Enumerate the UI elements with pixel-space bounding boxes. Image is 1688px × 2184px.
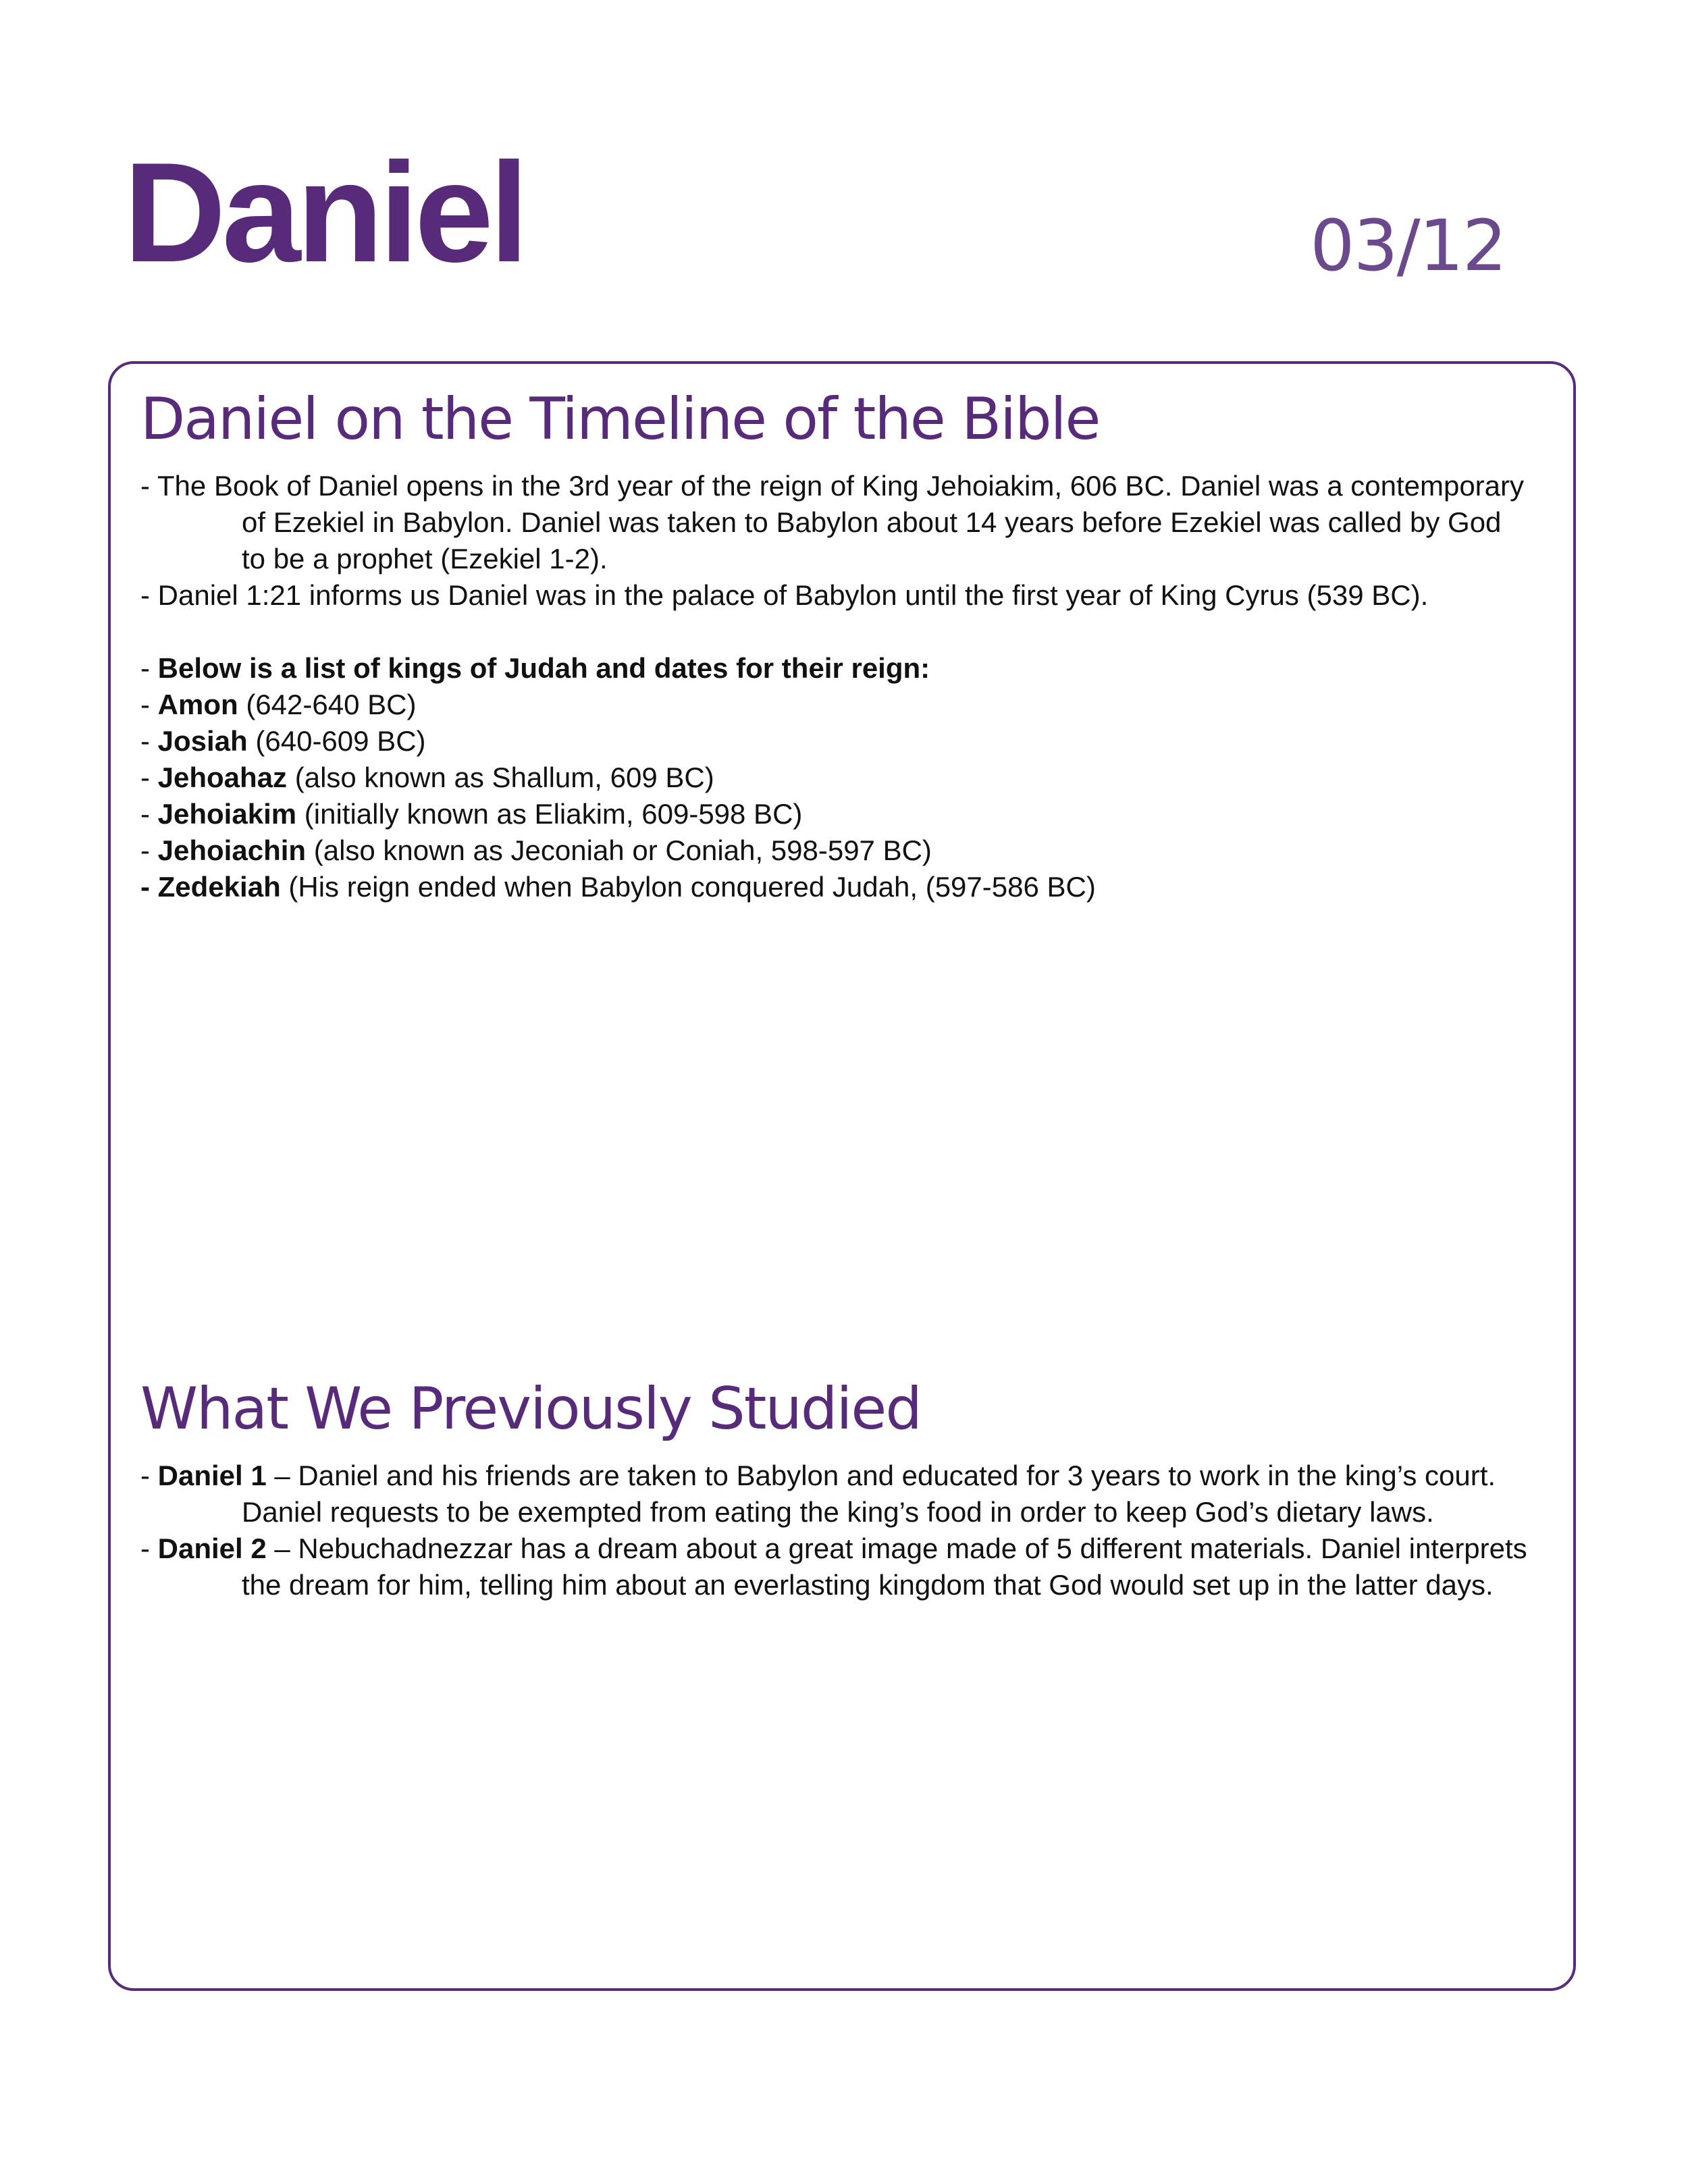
king-name: Jehoiakim: [157, 798, 297, 830]
timeline-heading: Daniel on the Timeline of the Bible: [140, 385, 1100, 453]
king-name: Jehoahaz: [157, 762, 288, 794]
king-detail: (initially known as Eliakim, 609-598 BC): [296, 798, 803, 830]
study-list-item: [140, 1458, 1533, 1530]
timeline-paragraph: - The Book of Daniel opens in the 3rd year of the reign of King Jehoiakim, 606 BC. Daniel was a contemporary of Ezekiel in Babylon. Daniel was taken to Babylon about 14 years before Ezekiel was called by God to be a prophet (Ezekiel 1-2).: [140, 470, 1525, 575]
king-name: Zedekiah: [157, 871, 281, 903]
king-detail: (also known as Shallum, 609 BC): [287, 762, 714, 794]
king-list-item: [140, 796, 1533, 832]
king-list-item: [140, 869, 1533, 905]
king-list-item: [140, 687, 1533, 723]
king-detail: (His reign ended when Babylon conquered Judah, (597-586 BC): [280, 871, 1096, 903]
chapter-name: Daniel 2: [157, 1533, 267, 1565]
page-title: Daniel: [124, 133, 525, 292]
list-dash: -: [140, 689, 158, 721]
chapter-summary: – Daniel and his friends are taken to Babylon and educated for 3 years to work in the king’s court. Daniel requests to be exempted from eating the king’s food in order to keep God’s dietary laws.: [242, 1460, 1496, 1528]
king-name: Josiah: [157, 725, 248, 757]
content-box: [108, 361, 1576, 1991]
king-name: Jehoiachin: [157, 834, 307, 867]
timeline-paragraph: - Daniel 1:21 informs us Daniel was in the palace of Babylon until the first year of King Cyrus (539 BC).: [140, 579, 1429, 612]
king-name: Amon: [157, 689, 238, 721]
kings-list-intro: - Below is a list of kings of Judah and dates for their reign:: [140, 652, 930, 685]
previous-study-section: [140, 1377, 1533, 1603]
king-list-item: [140, 832, 1533, 869]
list-dash: -: [140, 725, 158, 757]
king-detail: (also known as Jeconiah or Coniah, 598-597 BC): [306, 834, 932, 867]
list-dash: -: [140, 798, 158, 830]
list-dash: -: [140, 1533, 158, 1565]
list-dash: -: [140, 1460, 158, 1492]
page-number: 03/12: [1310, 205, 1506, 287]
list-dash: -: [140, 871, 158, 903]
chapter-name: Daniel 1: [157, 1460, 267, 1492]
list-dash: -: [140, 834, 158, 867]
king-list-item: [140, 723, 1533, 760]
king-detail: (640-609 BC): [247, 725, 426, 757]
chapter-summary: – Nebuchadnezzar has a dream about a great image made of 5 different materials. Daniel interprets the dream for him, telling him about an everlasting kingdom that God would set up in the latter days.: [242, 1533, 1527, 1601]
king-detail: (642-640 BC): [238, 689, 417, 721]
study-list-item: [140, 1530, 1533, 1603]
list-dash: -: [140, 762, 158, 794]
spacer: [140, 614, 1533, 650]
kings-list-intro-text: Below is a list of kings of Judah and dates for their reign:: [157, 652, 930, 685]
king-list-item: [140, 760, 1533, 796]
previous-study-heading: What We Previously Studied: [140, 1375, 921, 1443]
timeline-section: [140, 387, 1533, 905]
